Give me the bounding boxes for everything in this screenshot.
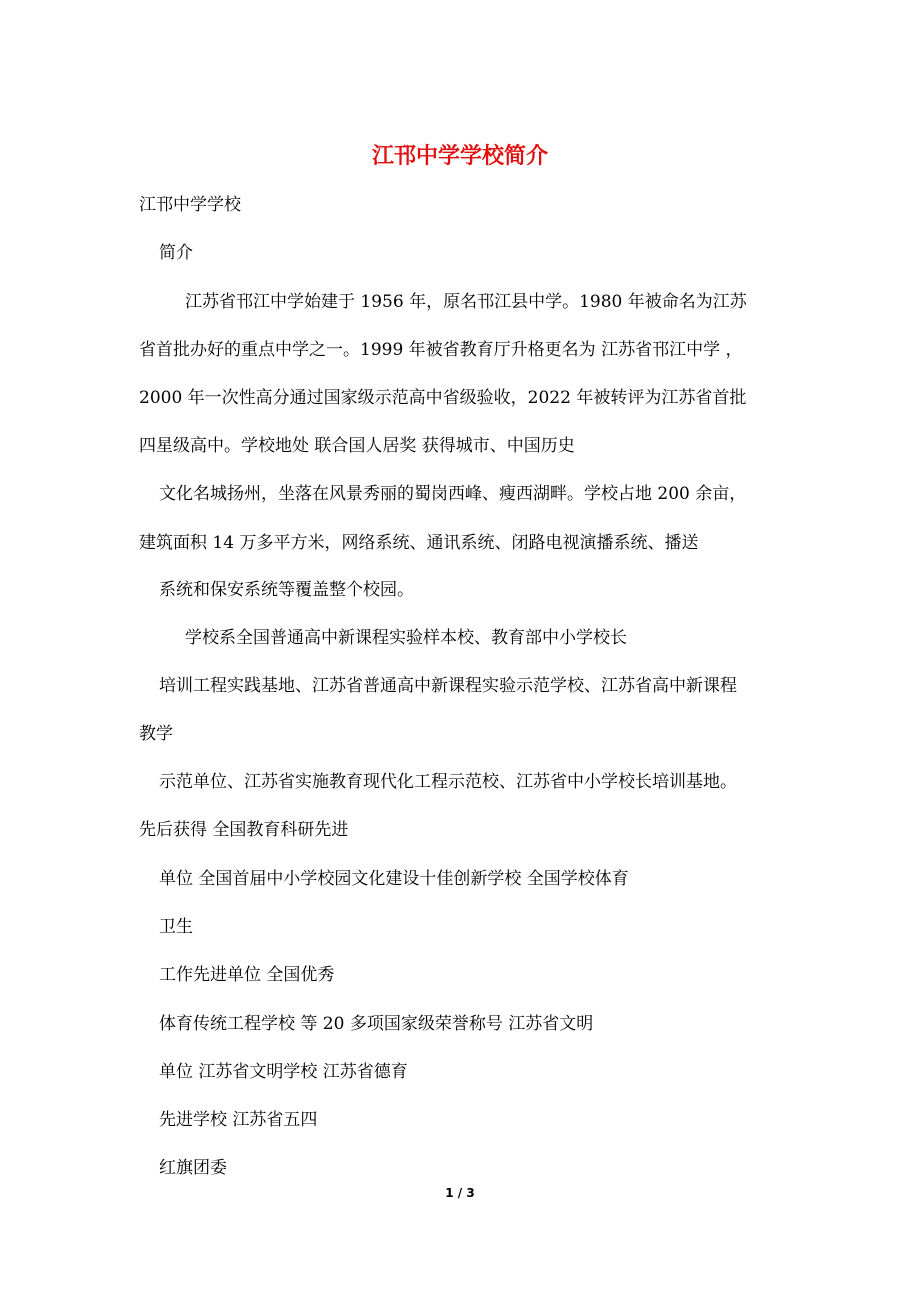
paragraph-line: 简介 bbox=[159, 243, 193, 263]
paragraph-line: 卫生 bbox=[159, 917, 193, 937]
paragraph-line: 四星级高中。学校地处 联合国人居奖 获得城市、中国历史 bbox=[139, 436, 575, 456]
paragraph-line: 体育传统工程学校 等 20 多项国家级荣誉称号 江苏省文明 bbox=[159, 1014, 594, 1034]
paragraph-line: 省首批办好的重点中学之一。1999 年被省教育厅升格更名为 江苏省邗江中学 ， bbox=[139, 340, 743, 360]
page-indicator: 1 / 3 bbox=[445, 1186, 475, 1200]
paragraph-line: 单位 全国首届中小学校园文化建设十佳创新学校 全国学校体育 bbox=[159, 869, 629, 889]
paragraph-line: 江苏省邗江中学始建于 1956 年，原名邗江县中学。1980 年被命名为江苏 bbox=[185, 292, 747, 312]
paragraph-line: 红旗团委 bbox=[159, 1158, 227, 1178]
paragraph-line: 单位 江苏省文明学校 江苏省德育 bbox=[159, 1062, 408, 1082]
paragraph-line: 2000 年一次性高分通过国家级示范高中省级验收，2022 年被转评为江苏省首批 bbox=[139, 388, 747, 408]
paragraph-line: 工作先进单位 全国优秀 bbox=[159, 965, 335, 985]
paragraph-line: 文化名城扬州，坐落在风景秀丽的蜀岗西峰、瘦西湖畔。学校占地 200 余亩， bbox=[159, 484, 747, 504]
paragraph-line: 教学 bbox=[139, 724, 173, 744]
paragraph-line: 建筑面积 14 万多平方米，网络系统、通讯系统、闭路电视演播系统、播送 bbox=[139, 533, 699, 553]
paragraph-line: 先后获得 全国教育科研先进 bbox=[139, 820, 349, 840]
paragraph-line: 学校系全国普通高中新课程实验样本校、教育部中小学校长 bbox=[185, 628, 627, 648]
paragraph-line: 系统和保安系统等覆盖整个校园。 bbox=[159, 580, 414, 600]
page-title: 江邗中学学校简介 bbox=[371, 143, 548, 169]
paragraph-line: 江邗中学学校 bbox=[139, 195, 241, 215]
paragraph-line: 示范单位、江苏省实施教育现代化工程示范校、江苏省中小学校长培训基地。 bbox=[159, 772, 737, 792]
paragraph-line: 培训工程实践基地、江苏省普通高中新课程实验示范学校、江苏省高中新课程 bbox=[159, 676, 737, 696]
paragraph-line: 先进学校 江苏省五四 bbox=[159, 1110, 318, 1130]
